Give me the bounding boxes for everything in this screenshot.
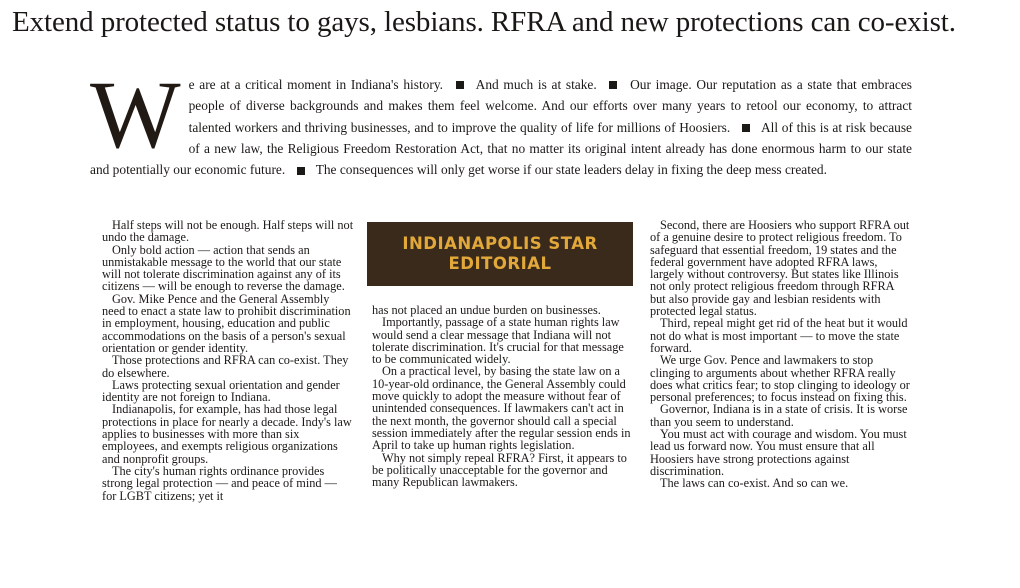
- paragraph: We urge Gov. Pence and lawmakers to stop clinging to arguments about whether RFRA really does what critics fear; to stop clinging to ideology or personal preferences; to focus instead on fixing this.: [650, 353, 910, 405]
- paragraph: The city's human rights ordinance provides strong legal protection — and peace of mind — for LGBT citizens; yet it: [102, 463, 337, 503]
- paragraph: Why not simply repeal RFRA? First, it appears to be politically unacceptable for the governor and many Republican lawmakers.: [372, 450, 627, 490]
- paragraph: Second, there are Hoosiers who support RFRA out of a genuine desire to protect religious freedom. To safeguard that essential freedom, 19 states and the federal government have adopted RFRA laws, largely without controversy. But states like Illinois not only protect religious freedom through RFRA but also provide gay and lesbian residents with protected legal status.: [650, 218, 910, 319]
- paragraph: Indianapolis, for example, has had those legal protections in place for nearly a decade. Indy's law applies to businesses with more than six employees, and exempts religious organizations and nonprofit groups.: [102, 402, 352, 466]
- paragraph: Importantly, passage of a state human rights law would send a clear message that Indiana will not tolerate discrimination. It's crucial for that message to be communicated widely.: [372, 315, 624, 367]
- paragraph: Only bold action — action that sends an unmistakable message to the world that our state will not tolerate discrimination against any of its citizens — will be enough to reverse the damage.: [102, 242, 345, 294]
- paragraph: Half steps will not be enough. Half steps will not undo the damage.: [102, 218, 354, 245]
- square-bullet-icon: [297, 167, 305, 175]
- banner-line-2: EDITORIAL: [448, 254, 552, 273]
- paragraph: Governor, Indiana is in a state of crisis. It is worse than you seem to understand.: [650, 402, 908, 429]
- square-bullet-icon: [609, 81, 617, 89]
- editorial-banner: [367, 222, 633, 286]
- paragraph: The laws can co-exist. And so can we.: [660, 476, 849, 491]
- lede-segment: The consequences will only get worse if our state leaders delay in fixing the deep mess created.: [315, 162, 827, 178]
- body-column-3: [650, 219, 912, 490]
- lede-segment: And much is at stake.: [475, 77, 597, 92]
- lede-segment: All of this is at risk because of a new law, the Religious Freedom Restoration Act, that no matter its original intent already has done enormous harm to our state and potentially our economic future.: [90, 119, 912, 178]
- paragraph: has not placed an undue burden on businesses.: [372, 303, 601, 317]
- paragraph: You must act with courage and wisdom. You must lead us forward now. You must ensure that all Hoosiers have strong protections against discrimination.: [650, 427, 907, 478]
- headline: Extend protected status to gays, lesbians. RFRA and new protections can co-exist.: [12, 6, 956, 38]
- lede-segment: e are at a critical moment in Indiana's history.: [188, 77, 443, 92]
- banner-line-1: INDIANAPOLIS STAR: [402, 234, 598, 253]
- body-column-2: [372, 304, 634, 488]
- square-bullet-icon: [456, 81, 464, 89]
- paragraph: On a practical level, by basing the state law on a 10-year-old ordinance, the General Assembly could move quickly to adopt the measure without fear of unintended consequences. If lawmakers can't act in the next month, the governor should call a special session immediately after the regular session ends in April to take up human rights legislation.: [372, 364, 631, 453]
- body-column-1: [102, 219, 354, 502]
- square-bullet-icon: [742, 124, 750, 132]
- lede-paragraph: [90, 61, 912, 180]
- paragraph: Gov. Mike Pence and the General Assembly need to enact a state law to prohibit discrimination in employment, housing, education and public accommodations on the basis of a person's sexual orientation or gender identity.: [102, 291, 351, 355]
- paragraph: Those protections and RFRA can co-exist. They do elsewhere.: [102, 353, 349, 380]
- lede-segment: Our image. Our reputation as a state that embraces people of diverse backgrounds and makes them feel welcome. And our efforts over many years to retool our economy, to attract talented workers and thriving businesses, and to improve the quality of life for millions of Hoosiers.: [188, 77, 912, 135]
- paragraph: Laws protecting sexual orientation and gender identity are not foreign to Indiana.: [102, 377, 340, 405]
- paragraph: Third, repeal might get rid of the heat but it would not do what is most important — to move the state forward.: [650, 316, 908, 355]
- drop-cap: W: [90, 61, 181, 168]
